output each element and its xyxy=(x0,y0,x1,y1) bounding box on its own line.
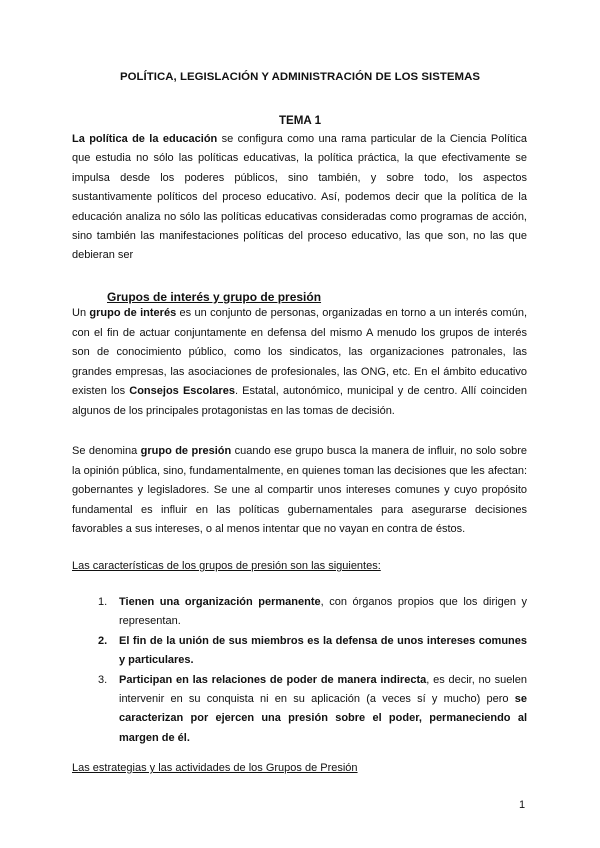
list-item xyxy=(98,671,527,749)
text-span: cuando ese grupo busca la manera de influir, no solo sobre la opinión pública, sino, fundamentalmente, en quienes toman las decisiones que les afectan: gobernantes y legisladores. Se une al compartir unos intereses comunes y cuyo propósito fundamental es influir en las políticas gubernamentales para asegurarse decisiones favorables a sus intereses, o al menos intentar que no vayan en contra de éstos. xyxy=(72,445,527,536)
list-number: 1. xyxy=(98,596,108,608)
intro-bold-lead: La política de la educación xyxy=(72,133,218,145)
bold-term: Consejos Escolares xyxy=(129,385,235,398)
list-item xyxy=(98,593,527,632)
text-span: , con órganos propios que los dirigen y representan. xyxy=(119,596,528,628)
bold-term: grupo de presión xyxy=(140,445,232,457)
text-span: Se denomina xyxy=(72,445,141,457)
pressure-groups-paragraph xyxy=(72,442,527,540)
text-span: Un xyxy=(72,307,90,319)
bold-term: Participan en las relaciones de poder de manera indirecta xyxy=(119,673,427,686)
bold-term: Tienen una organización permanente xyxy=(119,596,321,608)
list-number: 2. xyxy=(98,634,108,647)
section-heading: Grupos de interés y grupo de presión xyxy=(107,290,322,304)
strategies-heading: Las estrategias y las actividades de los Grupos de Presión xyxy=(72,762,358,774)
document-title: POLÍTICA, LEGISLACIÓN Y ADMINISTRACIÓN DE LOS SISTEMAS xyxy=(119,71,481,83)
list-item xyxy=(98,632,527,671)
interest-groups-paragraph xyxy=(72,304,527,422)
bold-term: se caracterizan por ejercen una presión sobre el poder, permaneciendo al margen de él. xyxy=(119,693,527,744)
bold-term: grupo de interés xyxy=(89,307,177,319)
characteristics-list xyxy=(98,593,527,748)
list-number: 3. xyxy=(98,673,108,686)
intro-text: se configura como una rama particular de la Ciencia Política que estudia no sólo las políticas educativas, la política práctica, la que efectivamente se impulsa desde los poderes públicos, sino también, y sobre todo, los aspectos sustantivamente políticos del proceso educativo. Así, podemos decir que la política de la educación analiza no sólo las políticas educativas consideradas como programas de acción, sino también las manifestaciones políticas del proceso educativo, las que son, no las que debieran ser xyxy=(72,133,527,262)
topic-heading: TEMA 1 xyxy=(278,114,322,127)
intro-paragraph xyxy=(72,130,527,266)
text-span: , es decir, no suelen intervenir en su conquista ni en su aplicación (a veces sí y mucho) pero xyxy=(119,673,527,706)
page-number: 1 xyxy=(519,799,526,811)
text-span: es un conjunto de personas, organizadas en torno a un interés común, con el fin de actuar conjuntamente en defensa del mismo A menudo los grupos de interés son de conocimiento público, como los sindicatos, las organizaciones patronales, las grandes empresas, las asociaciones de profesionales, las ONG, etc. En el ámbito educativo existen los xyxy=(72,307,528,398)
characteristics-heading: Las características de los grupos de presión son las siguientes: xyxy=(72,560,381,572)
text-span: . Estatal, autonómico, municipal y de centro. Allí coinciden algunos de los principales protagonistas en las tomas de decisión. xyxy=(72,385,527,417)
bold-term: El fin de la unión de sus miembros es la defensa de unos intereses comunes y particulares. xyxy=(119,634,527,667)
